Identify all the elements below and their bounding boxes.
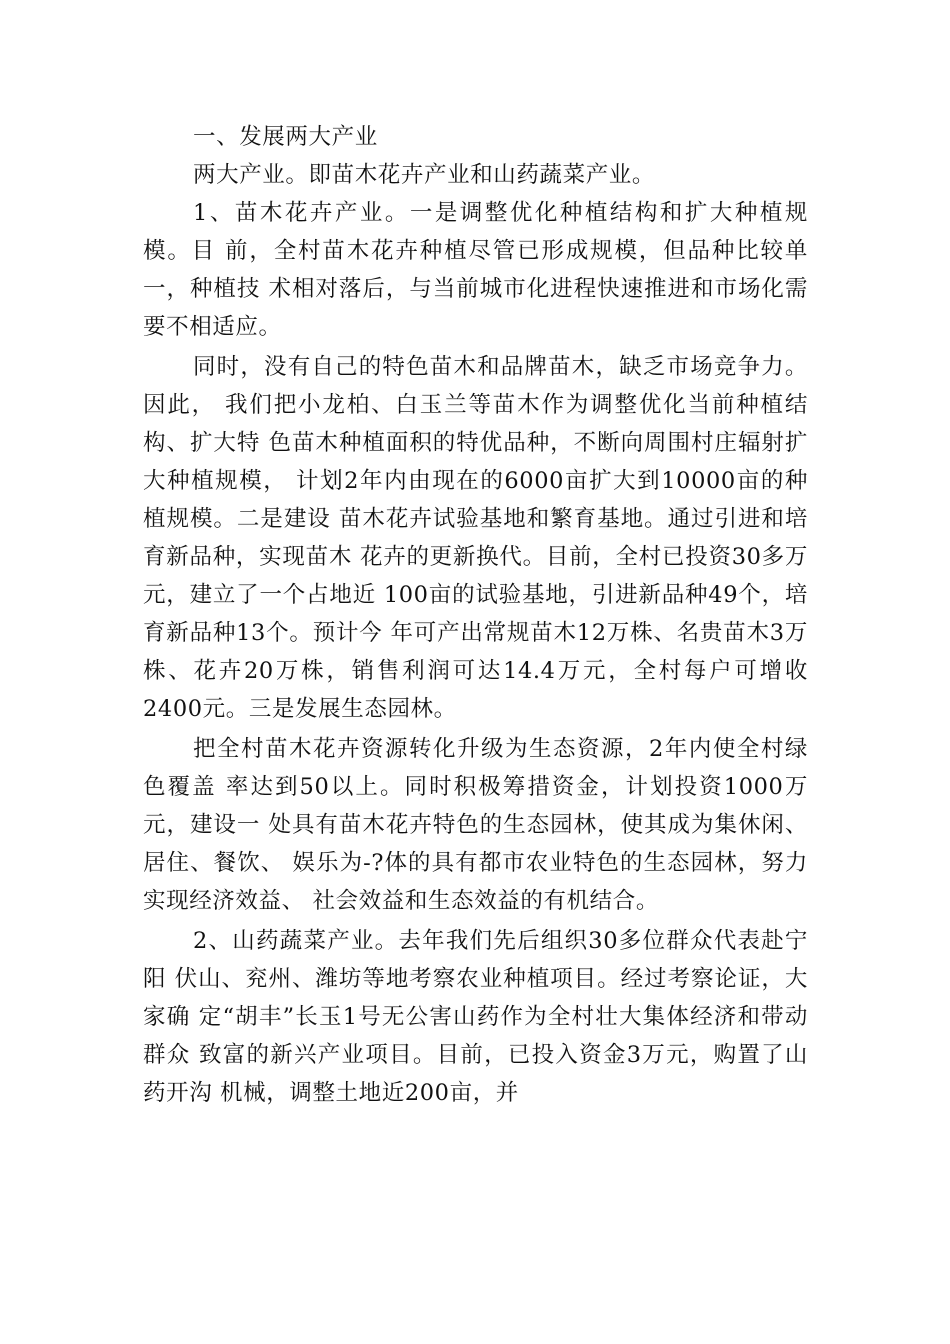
document-page — [143, 118, 808, 1112]
paragraph-nursery-industry: 1、苗木花卉产业。一是调整优化种植结构和扩大种植规模。目 前，全村苗木花卉种植尽管已形成规模，但品种比较单一，种植技 术相对落后，与当前城市化进程快速推进和市场化需要不相适应。 — [143, 200, 808, 340]
paragraph-intro: 两大产业。即苗木花卉产业和山药蔬菜产业。 — [193, 162, 656, 188]
paragraph-ecological-garden: 把全村苗木花卉资源转化升级为生态资源，2年内使全村绿色覆盖 率达到50以上。同时积极筹措资金，计划投资1000万元，建设一 处具有苗木花卉特色的生态园林，使其成为集休闲、居住、餐饮、 娱乐为-?体的具有都市农业特色的生态园林，努力实现经济效益、 社会效益和生态效益的有机结合。 — [143, 736, 808, 914]
section-heading: 一、发展两大产业 — [193, 124, 378, 150]
paragraph-yam-vegetable-industry: 2、山药蔬菜产业。去年我们先后组织30多位群众代表赴宁阳 伏山、兖州、潍坊等地考察农业种植项目。经过考察论证，大家确 定“胡丰”长玉1号无公害山药作为全村壮大集体经济和带动群众 致富的新兴产业项目。目前，已投入资金3万元，购置了山药开沟 机械，调整土地近200亩，并 — [143, 928, 808, 1106]
paragraph-nursery-details: 同时，没有自己的特色苗木和品牌苗木，缺乏市场竞争力。因此， 我们把小龙柏、白玉兰等苗木作为调整优化当前种植结构、扩大特 色苗木种植面积的特优品种，不断向周围村庄辐射扩大种植规模， 计划2年内由现在的6000亩扩大到10000亩的种植规模。二是建设 苗木花卉试验基地和繁育基地。通过引进和培育新品种，实现苗木 花卉的更新换代。目前，全村已投资30多万元，建立了一个占地近 100亩的试验基地，引进新品种49个，培育新品种13个。预计今 年可产出常规苗木12万株、名贵苗木3万株、花卉20万株，销售利润可达14.4万元，全村每户可增收2400元。三是发展生态园林。 — [143, 354, 808, 722]
